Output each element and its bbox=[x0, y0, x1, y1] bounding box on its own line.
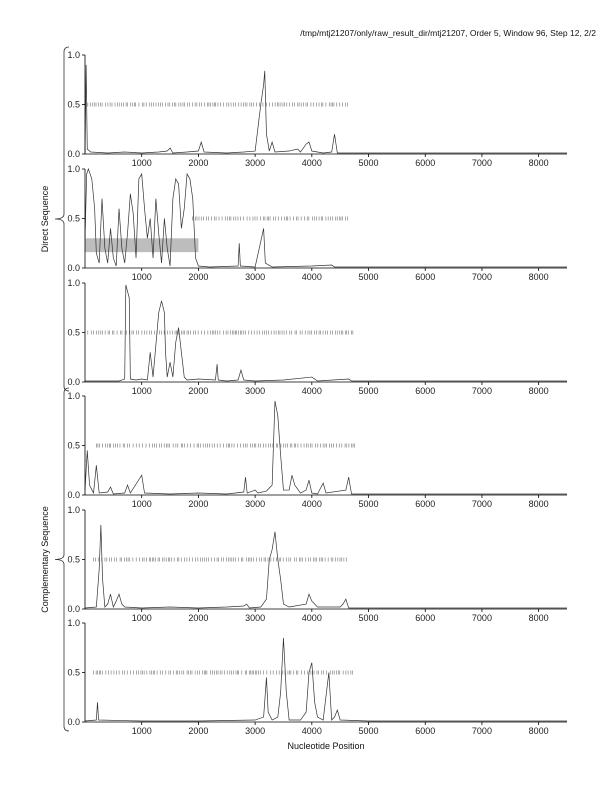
x-tick-label: 8000 bbox=[528, 613, 549, 623]
x-tick-label: 6000 bbox=[415, 499, 436, 509]
x-tick-label: 7000 bbox=[471, 726, 492, 736]
x-tick-label: 8000 bbox=[528, 272, 549, 282]
x-tick-label: 8000 bbox=[528, 158, 549, 168]
shaded-region bbox=[85, 238, 198, 252]
y-tick-label: 0.0 bbox=[67, 377, 80, 387]
y-tick-label: 1.0 bbox=[67, 278, 80, 288]
y-tick-label: 0.0 bbox=[67, 149, 80, 159]
threshold-rug bbox=[94, 671, 353, 675]
x-tick-label: 1000 bbox=[131, 613, 152, 623]
x-tick-label: 6000 bbox=[415, 726, 436, 736]
y-tick-label: 0.0 bbox=[67, 263, 80, 273]
x-tick-label: 8000 bbox=[528, 386, 549, 396]
x-tick-label: 6000 bbox=[415, 158, 436, 168]
y-tick-label: 1.0 bbox=[67, 391, 80, 401]
x-tick-label: 6000 bbox=[415, 613, 436, 623]
x-tick-label: 4000 bbox=[301, 613, 322, 623]
panel-6 bbox=[67, 618, 567, 736]
panels bbox=[67, 50, 567, 736]
x-tick-label: 1000 bbox=[131, 386, 152, 396]
panel-1 bbox=[67, 50, 567, 168]
x-axis-title: Nucleotide Position bbox=[287, 741, 365, 751]
group-label: Direct Sequence bbox=[40, 185, 50, 253]
threshold-rug bbox=[94, 558, 347, 562]
y-tick-label: 1.0 bbox=[67, 618, 80, 628]
x-tick-label: 2000 bbox=[188, 613, 209, 623]
x-tick-label: 3000 bbox=[245, 726, 266, 736]
x-tick-label: 7000 bbox=[471, 613, 492, 623]
x-tick-label: 3000 bbox=[245, 272, 266, 282]
x-tick-label: 3000 bbox=[245, 158, 266, 168]
x-tick-label: 2000 bbox=[188, 272, 209, 282]
panel-2 bbox=[67, 164, 567, 282]
series-line bbox=[85, 638, 567, 721]
threshold-rug bbox=[96, 444, 354, 448]
y-tick-label: 0.5 bbox=[67, 327, 80, 338]
x-tick-label: 6000 bbox=[415, 386, 436, 396]
panel-5 bbox=[67, 505, 567, 623]
y-tick-label: 0.5 bbox=[67, 213, 80, 224]
series-line bbox=[85, 525, 567, 608]
x-tick-label: 5000 bbox=[358, 499, 379, 509]
threshold-rug bbox=[193, 217, 348, 221]
y-tick-label: 0.5 bbox=[67, 99, 80, 110]
x-tick-label: 5000 bbox=[358, 726, 379, 736]
x-tick-label: 2000 bbox=[188, 386, 209, 396]
x-tick-label: 1000 bbox=[131, 726, 152, 736]
x-tick-label: 6000 bbox=[415, 272, 436, 282]
x-tick-label: 8000 bbox=[528, 726, 549, 736]
x-tick-label: 7000 bbox=[471, 272, 492, 282]
x-tick-label: 4000 bbox=[301, 386, 322, 396]
x-tick-label: 4000 bbox=[301, 272, 322, 282]
panel-4 bbox=[67, 391, 567, 509]
x-tick-label: 1000 bbox=[131, 499, 152, 509]
group-2 bbox=[40, 388, 69, 731]
x-tick-label: 4000 bbox=[301, 158, 322, 168]
chart-title: /tmp/mtj21207/only/raw_result_dir/mtj21207, Order 5, Window 96, Step 12, 2/2 bbox=[300, 28, 596, 38]
x-tick-label: 2000 bbox=[188, 158, 209, 168]
x-tick-label: 3000 bbox=[245, 613, 266, 623]
x-tick-label: 1000 bbox=[131, 158, 152, 168]
y-tick-label: 0.0 bbox=[67, 717, 80, 727]
x-tick-label: 3000 bbox=[245, 386, 266, 396]
y-tick-label: 1.0 bbox=[67, 164, 80, 174]
x-tick-label: 2000 bbox=[188, 499, 209, 509]
y-tick-label: 0.5 bbox=[67, 440, 80, 451]
y-tick-label: 1.0 bbox=[67, 505, 80, 515]
x-tick-label: 5000 bbox=[358, 386, 379, 396]
x-tick-label: 4000 bbox=[301, 499, 322, 509]
x-tick-label: 7000 bbox=[471, 158, 492, 168]
x-tick-label: 3000 bbox=[245, 499, 266, 509]
series-line bbox=[85, 65, 567, 154]
series-line bbox=[85, 401, 567, 494]
x-tick-label: 4000 bbox=[301, 726, 322, 736]
y-tick-label: 0.5 bbox=[67, 667, 80, 678]
threshold-rug bbox=[88, 331, 353, 335]
panel-3 bbox=[67, 278, 567, 396]
y-tick-label: 1.0 bbox=[67, 50, 80, 60]
group-braces bbox=[40, 47, 69, 731]
group-1 bbox=[40, 47, 69, 391]
x-tick-label: 1000 bbox=[131, 272, 152, 282]
threshold-rug bbox=[88, 103, 348, 107]
x-tick-label: 5000 bbox=[358, 158, 379, 168]
y-tick-label: 0.0 bbox=[67, 490, 80, 500]
group-label: Complementary Sequence bbox=[40, 506, 50, 613]
x-tick-label: 5000 bbox=[358, 272, 379, 282]
x-tick-label: 5000 bbox=[358, 613, 379, 623]
x-tick-label: 7000 bbox=[471, 499, 492, 509]
y-tick-label: 0.5 bbox=[67, 554, 80, 565]
y-tick-label: 0.0 bbox=[67, 604, 80, 614]
x-tick-label: 8000 bbox=[528, 499, 549, 509]
x-tick-label: 2000 bbox=[188, 726, 209, 736]
x-tick-label: 7000 bbox=[471, 386, 492, 396]
